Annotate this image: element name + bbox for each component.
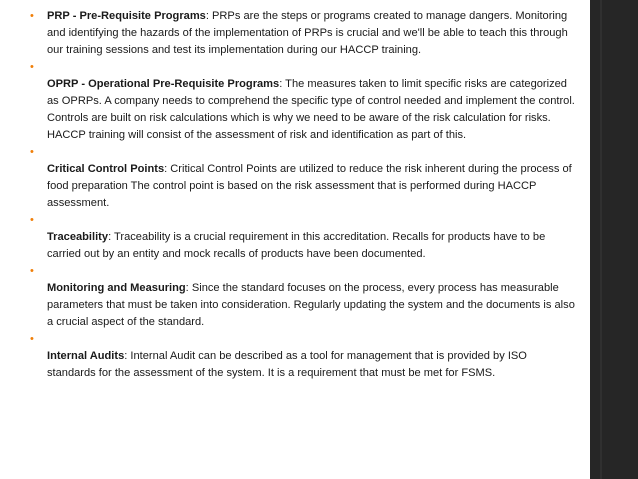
- bullet-icon: •: [30, 333, 34, 345]
- list-item-monitoring: [30, 280, 578, 331]
- item-text: [47, 76, 578, 144]
- sidebar-bar: [590, 0, 638, 479]
- bullet-icon: •: [30, 61, 34, 73]
- item-term: Critical Control Points: [47, 163, 165, 175]
- list-item-ccp: [30, 161, 578, 212]
- item-description: : Traceability is a crucial requirement in this accreditation. Recalls for products have to be carried out by an entity and mock recalls of products have been documented.: [47, 231, 546, 260]
- list-item-traceability: [30, 229, 578, 263]
- list-item-empty-bullet: [30, 331, 578, 348]
- item-description: : PRPs are the steps or programs created to manage dangers. Monitoring and identifying the hazards of the implementation of PRPs is crucial and we'll be able to teach this through our training sessions and test its implementation during our HACCP training.: [47, 10, 568, 56]
- list-item-empty-bullet: [30, 212, 578, 229]
- list-item-prp: [30, 8, 578, 59]
- bullet-list: [30, 8, 578, 382]
- item-term: Monitoring and Measuring: [47, 282, 186, 294]
- item-term: PRP - Pre-Requisite Programs: [47, 10, 206, 22]
- bullet-icon: •: [30, 10, 34, 22]
- item-description: : The measures taken to limit specific risks are categorized as OPRPs. A company needs to comprehend the specific type of control needed and implement the control. Controls are built on risk calculations which is why we need to be aware of the risk calculation for risks. HACCP training will consist of the assessment of risk and identification as part of this.: [47, 78, 575, 141]
- item-term: Traceability: [47, 231, 109, 243]
- list-item-empty-bullet: [30, 59, 578, 76]
- bullet-icon: •: [30, 146, 34, 158]
- item-text: [47, 229, 578, 263]
- item-description: : Internal Audit can be described as a tool for management that is provided by ISO standards for the assessment of the system. It is a requirement that must be met for FSMS.: [47, 350, 527, 379]
- list-item-empty-bullet: [30, 263, 578, 280]
- item-term: OPRP - Operational Pre-Requisite Programs: [47, 78, 280, 90]
- list-item-oprp: [30, 76, 578, 144]
- item-text: [47, 348, 578, 382]
- sidebar-accent-strip: [600, 0, 602, 479]
- item-text: [47, 280, 578, 331]
- item-term: Internal Audits: [47, 350, 125, 362]
- item-text: [47, 8, 578, 59]
- bullet-icon: •: [30, 265, 34, 277]
- item-description: : Critical Control Points are utilized to reduce the risk inherent during the process of food preparation The control point is based on the risk assessment that is performed during HACCP assessment.: [47, 163, 572, 209]
- list-item-empty-bullet: [30, 144, 578, 161]
- item-text: [47, 161, 578, 212]
- bullet-icon: •: [30, 214, 34, 226]
- item-description: : Since the standard focuses on the process, every process has measurable parameters that must be taken into consideration. Regularly updating the system and the documents is also a crucial aspect of the standard.: [47, 282, 575, 328]
- list-item-internal-audits: [30, 348, 578, 382]
